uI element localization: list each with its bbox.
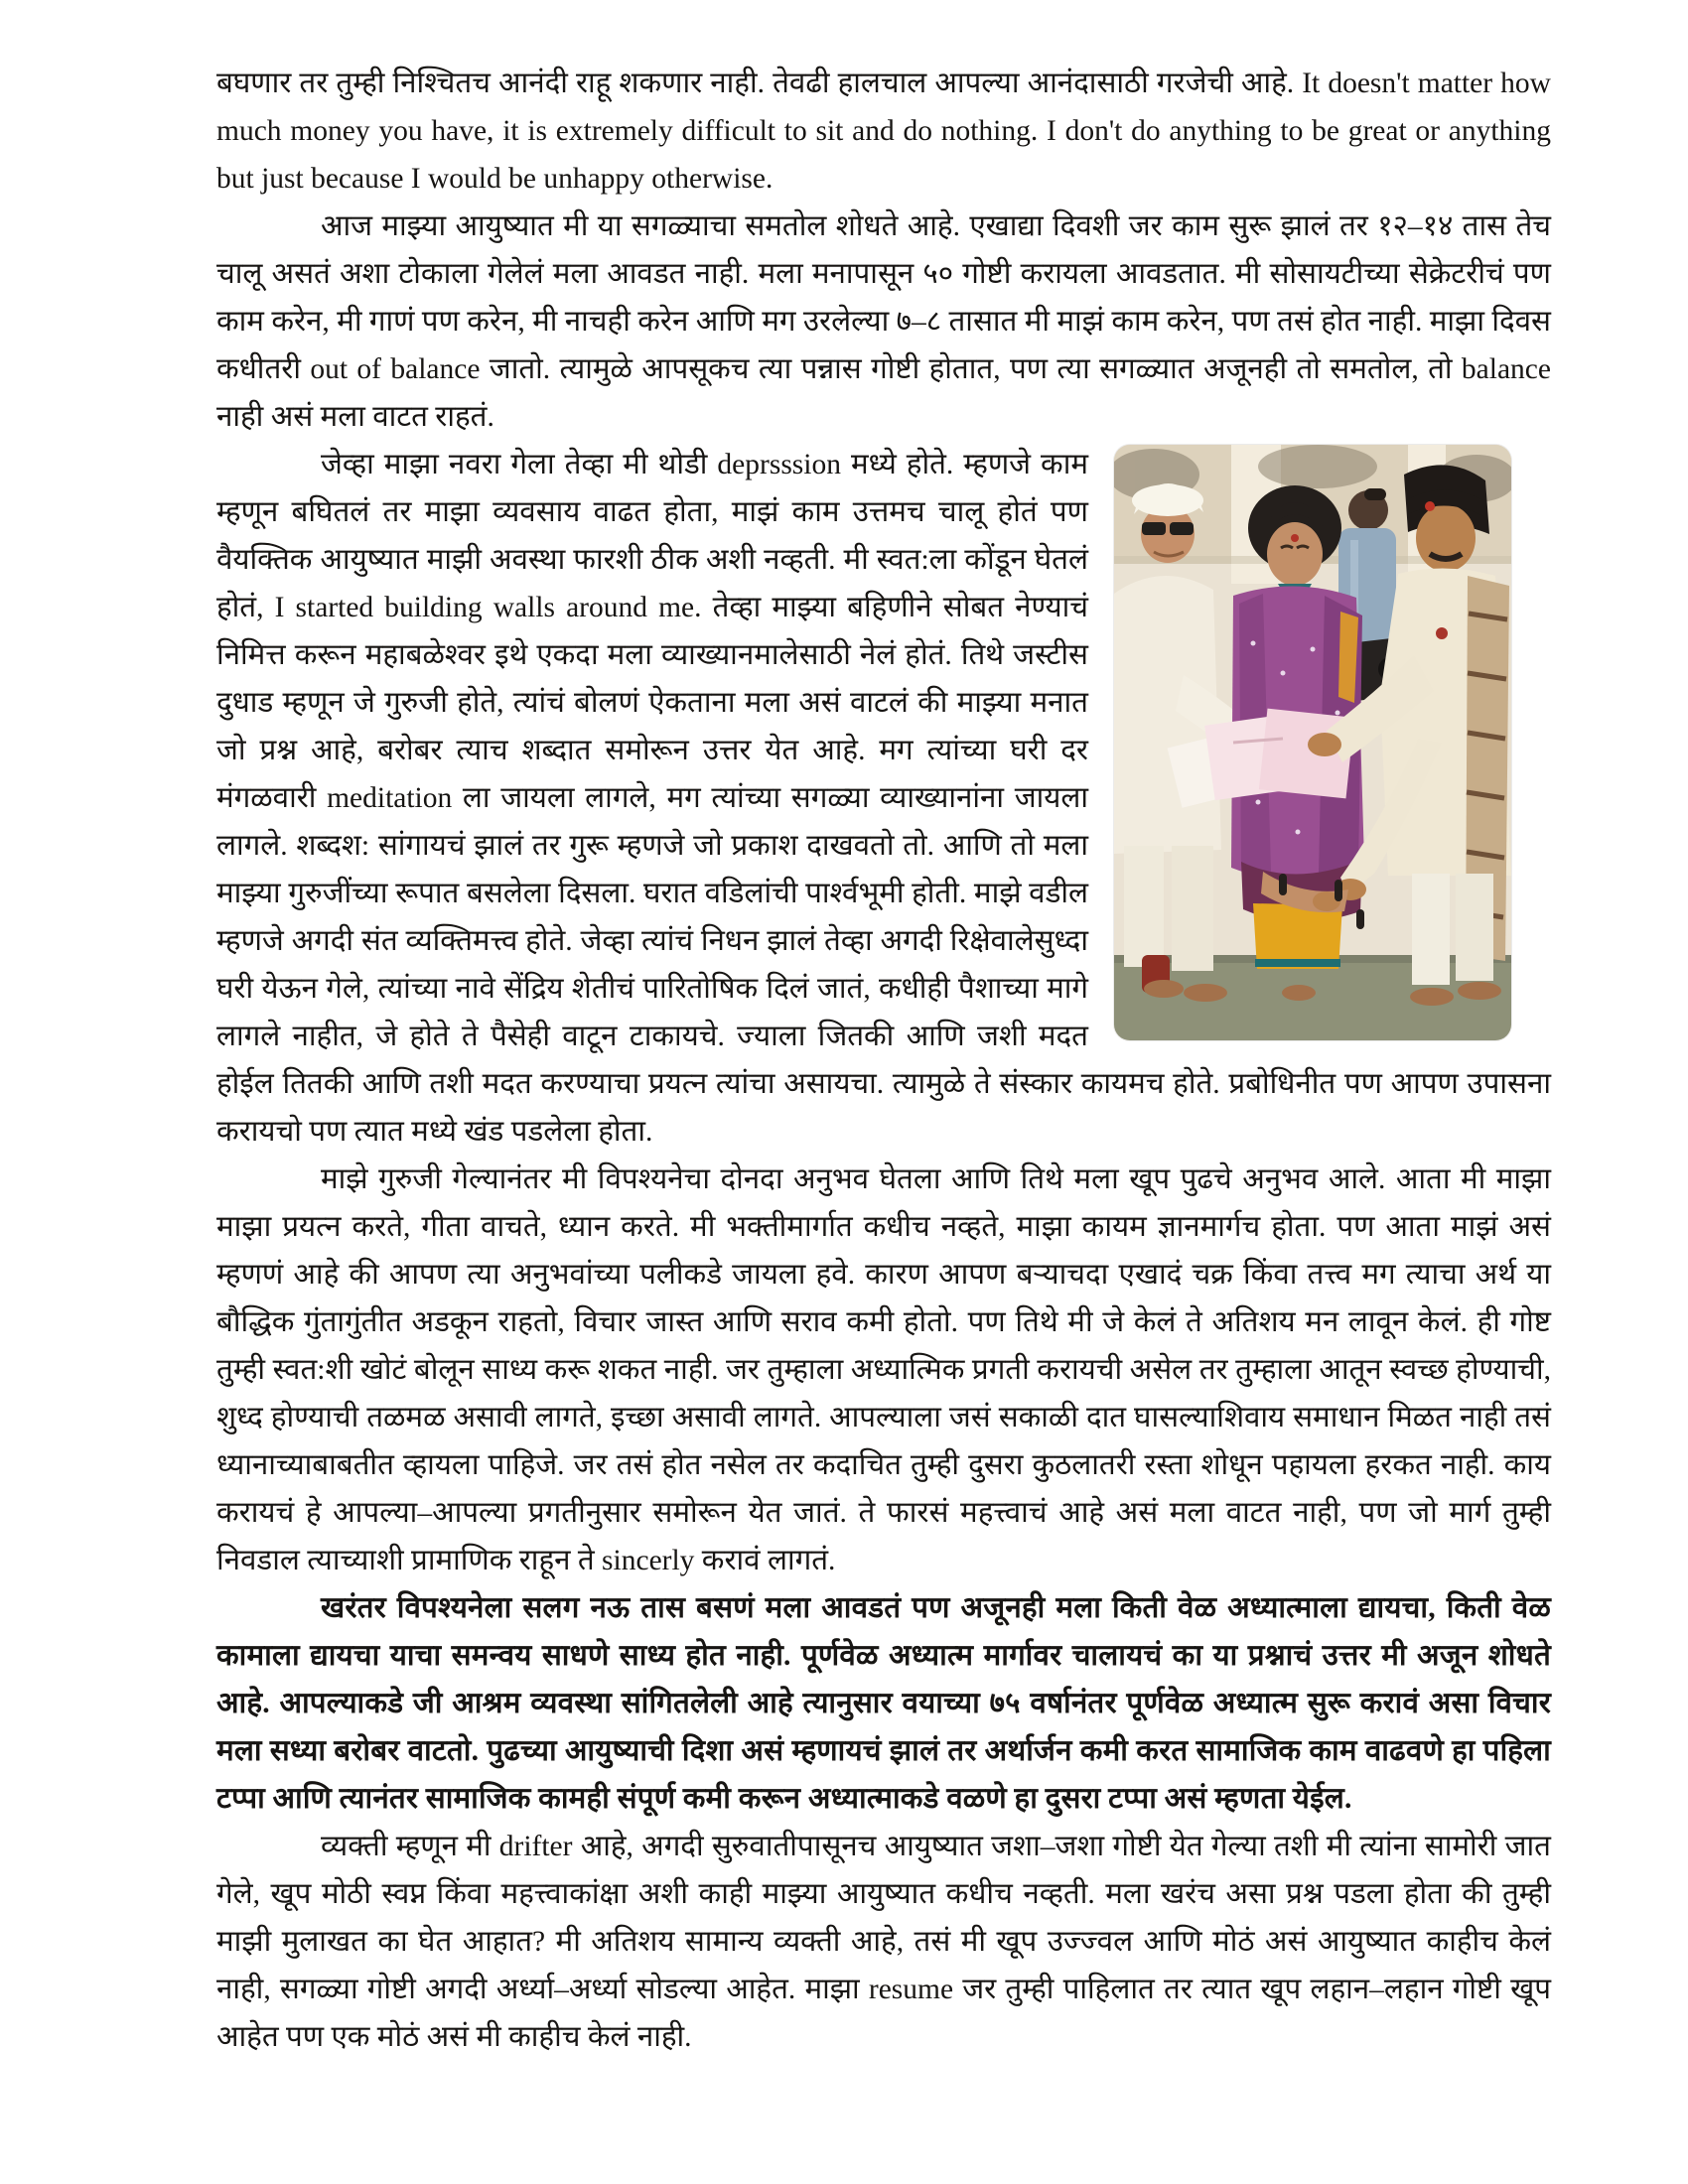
paragraph-6: व्यक्ती म्हणून मी drifter आहे, अगदी सुरुवातीपासूनच आयुष्यात जशा–जशा गोष्टी येत गेल्या तशी मी त्यांना सामोरी जात गेले, खूप मोठी स्वप्न किंवा महत्त्वाकांक्षा अशी काही माझ्या आयुष्यात कधीच नव्हती. मला खरंच असा प्रश्न पडला होता की तुम्ही माझी मुलाखत का घेत आहात? मी अतिशय सामान्य व्यक्ती आहे, तसं मी खूप उज्ज्वल आणि मोठं असं आयुष्यात काहीच केलं नाही, सगळ्या गोष्टी अगदी अर्ध्या–अर्ध्या सोडल्या आहेत. माझा resume जर तुम्ही पाहिलात तर त्यात खूप लहान–लहान गोष्टी खूप आहेत पण एक मोठं असं मी काहीच केलं नाही. — [216, 1831, 1551, 2053]
paragraph-3: जेव्हा माझा नवरा गेला तेव्हा मी थोडी deprsssion मध्ये होते. म्हणजे काम म्हणून बघितलं तर माझा व्यवसाय वाढत होता, माझं काम उत्तमच चालू होतं पण वैयक्तिक आयुष्यात माझी अवस्था फारशी ठीक अशी नव्हती. मी स्वत:ला कोंडून घेतलं होतं, I started building walls around me. तेव्हा माझ्या बहिणीने सोबत नेण्याचं निमित्त करून महाबळेश्वर इथे एकदा मला व्याख्यानमालेसाठी नेलं होतं. तिथे जस्टीस दुधाड म्हणून जे गुरुजी होते, त्यांचं बोलणं ऐकताना मला असं वाटलं की माझ्या मनात जो प्रश्न आहे, बरोबर त्याच शब्दात समोरून उत्तर येत आहे. मग त्यांच्या घरी दर मंगळवारी meditation ला जायला लागले, मग त्यांच्या सगळ्या व्याख्यानांना जायला लागले. शब्दश: सांगायचं झालं तर गुरू म्हणजे जो प्रकाश दाखवतो तो. आणि तो मला माझ्या गुरुजींच्या रूपात बसलेला दिसला. घरात वडिलांची पार्श्वभूमी होती. माझे वडील म्हणजे अगदी संत व्यक्तिमत्त्व होते. जेव्हा त्यांचं निधन झालं तेव्हा अगदी रिक्षेवालेसुध्दा घरी येऊन गेले, त्यांच्या नावे सेंद्रिय शेतीचं पारितोषिक दिलं जातं, कधीही पैशाच्या मागे लागले नाहीत, जे होते ते पैसेही वाटून टाकायचे. ज्याला जितकी आणि जशी मदत होईल तितकी आणि तशी मदत करण्याचा प्रयत्न त्यांचा असायचा. त्यामुळे ते संस्कार कायमच होते. प्रबोधिनीत पण आपण उपासना करायचो पण त्यात मध्ये खंड पडलेला होता. — [216, 449, 1551, 1148]
bindi — [1291, 534, 1299, 542]
paragraph-4: माझे गुरुजी गेल्यानंतर मी विपश्यनेचा दोनदा अनुभव घेतला आणि तिथे मला खूप पुढचे अनुभव आले. आता मी माझा माझा प्रयत्न करते, गीता वाचते, ध्यान करते. मी भक्तीमार्गात कधीच नव्हते, माझा कायम ज्ञानमार्गच होता. पण आता माझं असं म्हणणं आहे की आपण त्या अनुभवांच्या पलीकडे जायला हवे. कारण आपण बऱ्याचदा एखादं चक्र किंवा तत्त्व मग त्याचा अर्थ या बौद्धिक गुंतागुंतीत अडकून राहतो, विचार जास्त आणि सराव कमी होतो. पण तिथे मी जे केलं ते अतिशय मन लावून केलं. ही गोष्ट तुम्ही स्वत:शी खोटं बोलून साध्य करू शकत नाही. जर तुम्हाला अध्यात्मिक प्रगती करायची असेल तर तुम्हाला आतून स्वच्छ होण्याची, शुध्द होण्याची तळमळ असावी लागते, इच्छा असावी लागते. आपल्याला जसं सकाळी दात घासल्याशिवाय समाधान मिळत नाही तसं ध्यानाच्याबाबतीत व्हायला पाहिजे. जर तसं होत नसेल तर कदाचित तुम्ही दुसरा कुठलातरी रस्ता शोधून पहायला हरकत नाही. काय करायचं हे आपल्या–आपल्या प्रगतीनुसार समोरून येत जातं. ते फारसं महत्त्वाचं आहे असं मला वाटत नाही, पण जो मार्ग तुम्ही निवडाल त्याच्याशी प्रामाणिक राहून ते sincerly करावं लागतं. — [216, 1163, 1551, 1576]
paragraph-5-bold: खरंतर विपश्यनेला सलग नऊ तास बसणं मला आवडतं पण अजूनही मला किती वेळ अध्यात्माला द्यायचा, किती वेळ कामाला द्यायचा याचा समन्वय साधणे साध्य होत नाही. पूर्णवेळ अध्यात्म मार्गावर चालायचं का या प्रश्नाचं उत्तर मी अजून शोधते आहे. आपल्याकडे जी आश्रम व्यवस्था सांगितलेली आहे त्यानुसार वयाच्या ७५ वर्षानंतर पूर्णवेळ अध्यात्म सुरू करावं असा विचार मला सध्या बरोबर वाटतो. पुढच्या आयुष्याची दिशा असं म्हणायचं झालं तर अर्थार्जन कमी करत सामाजिक काम वाढवणे हा पहिला टप्पा आणि त्यानंतर सामाजिक कामही संपूर्ण कमी करून अध्यात्माकडे वळणे हा दुसरा टप्पा असं म्हणता येईल. — [216, 1592, 1551, 1815]
photo-three-people-with-papers — [1114, 445, 1511, 1040]
tilak — [1425, 501, 1435, 511]
floor — [1114, 961, 1511, 1040]
photo-illustration — [1114, 445, 1511, 1040]
paragraph-1: बघणार तर तुम्ही निश्चितच आनंदी राहू शकणार नाही. तेवढी हालचाल आपल्या आनंदासाठी गरजेची आहे. It doesn't matter how much money you have, it is extremely difficult to sit and do nothing. I don't do anything to be great or anything but just because I would be unhappy otherwise. — [216, 68, 1551, 195]
paragraph-2: आज माझ्या आयुष्यात मी या सगळ्याचा समतोल शोधते आहे. एखाद्या दिवशी जर काम सुरू झालं तर १२–१४ तास तेच चालू असतं अशा टोकाला गेलेलं मला आवडत नाही. मला मनापासून ५० गोष्टी करायला आवडतात. मी सोसायटीच्या सेक्रेटरीचं पण काम करेन, मी गाणं पण करेन, मी नाचही करेन आणि मग उरलेल्या ७–८ तासात मी माझं काम करेन, पण तसं होत नाही. माझा दिवस कधीतरी out of balance जातो. त्यामुळे आपसूकच त्या पन्नास गोष्टी होतात, पण त्या सगळ्यात अजूनही तो समतोल, तो balance नाही असं मला वाटत राहतं. — [216, 210, 1551, 433]
